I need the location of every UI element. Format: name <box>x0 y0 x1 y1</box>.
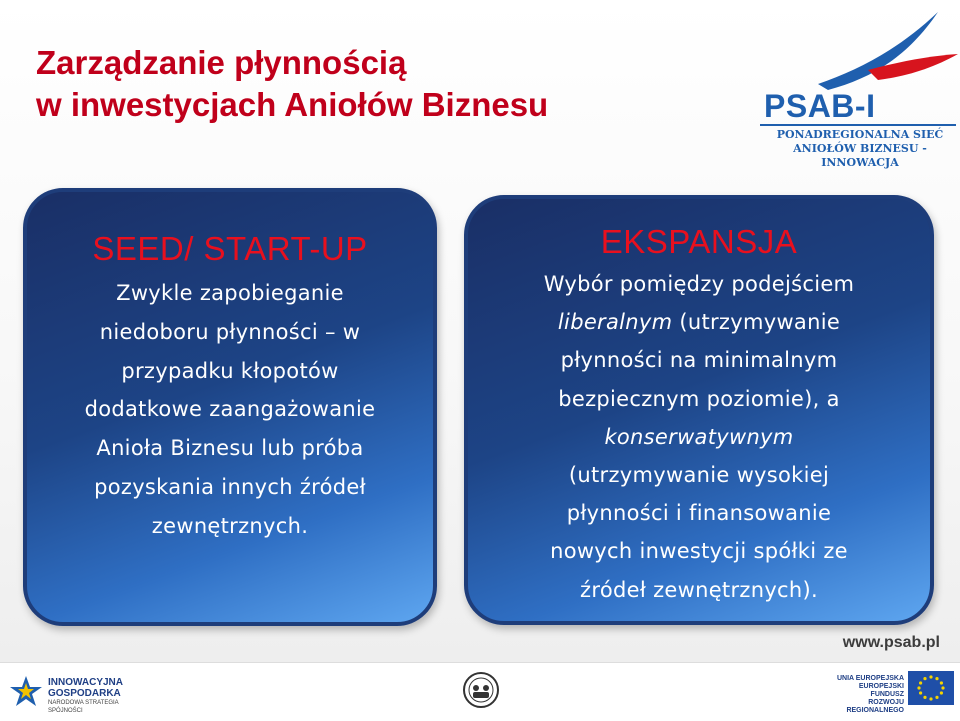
eu-line-2: EUROPEJSKI FUNDUSZ <box>858 683 904 698</box>
logo-name: PSAB-I <box>764 88 876 124</box>
ekspansja-text <box>468 265 930 609</box>
seed-line: dodatkowe zaangażowanie <box>84 397 376 422</box>
ekspansja-line: źródeł zewnętrznych). <box>580 577 818 602</box>
liberal-term: liberalnym <box>557 310 673 335</box>
logo-swoosh-icon <box>748 4 960 94</box>
seed-startup-text <box>27 274 433 546</box>
logo-subtitle-line-2: ANIOŁÓW BIZNESU - INNOWACJA <box>793 142 927 169</box>
ekspansja-line: (utrzymywanie wysokiej <box>568 463 830 488</box>
eu-line-3: ROZWOJU REGIONALNEGO <box>846 699 904 714</box>
ekspansja-line: płynności na minimalnym <box>560 348 838 373</box>
seed-startup-box <box>23 188 437 626</box>
conservative-term: konserwatywnym <box>604 424 794 449</box>
ekspansja-line <box>468 303 930 341</box>
ekspansja-line: Wybór pomiędzy podejściem <box>543 272 855 296</box>
star-icon <box>8 675 44 709</box>
innowacyjna-gospodarka-logo <box>8 671 138 713</box>
seed-line: niedoboru płynności – w <box>99 319 361 344</box>
psab-i-logo <box>748 4 960 169</box>
slide-title-line-1: Zarządzanie płynnością <box>36 44 407 81</box>
ig-line-2: GOSPODARKA <box>48 688 121 699</box>
innowacyjna-gospodarka-text <box>48 677 138 715</box>
eu-fund-text <box>830 675 904 715</box>
ekspansja-line: nowych inwestycji spółki ze <box>550 539 848 564</box>
ekspansja-line: płynności i finansowanie <box>566 501 832 526</box>
seed-line: Anioła Biznesu lub próba <box>96 436 364 461</box>
seed-line: pozyskania innych źródeł <box>94 474 366 499</box>
eu-fund-logo <box>830 671 956 715</box>
ig-line-3: NARODOWA STRATEGIA SPÓJNOŚCI <box>48 700 119 714</box>
ekspansja-heading: EKSPANSJA <box>600 223 798 260</box>
seal-icon <box>462 671 500 709</box>
website-link[interactable]: www.psab.pl <box>842 634 940 651</box>
ekspansja-box <box>464 195 934 625</box>
seed-line: przypadku kłopotów <box>121 358 339 383</box>
footer-bar <box>0 662 960 721</box>
ekspansja-line: bezpiecznym poziomie), a <box>558 386 840 411</box>
ekspansja-line-rest: (utrzymywanie <box>672 310 841 335</box>
ekspansja-line <box>468 418 930 456</box>
seed-line: zewnętrznych. <box>151 513 309 538</box>
logo-subtitle <box>760 128 960 170</box>
logo-subtitle-line-1: PONADREGIONALNA SIEĆ <box>776 128 944 141</box>
seed-startup-heading: SEED/ START-UP <box>92 230 368 267</box>
slide-title-line-2: w inwestycjach Aniołów Biznesu <box>36 86 549 123</box>
eu-line-1: UNIA EUROPEJSKA <box>836 675 904 682</box>
logo-divider <box>760 124 956 126</box>
ig-line-1: INNOWACYJNA <box>48 677 124 688</box>
eu-flag-icon <box>908 671 954 705</box>
slide-title <box>36 42 548 126</box>
seed-line: Zwykle zapobieganie <box>116 281 344 305</box>
